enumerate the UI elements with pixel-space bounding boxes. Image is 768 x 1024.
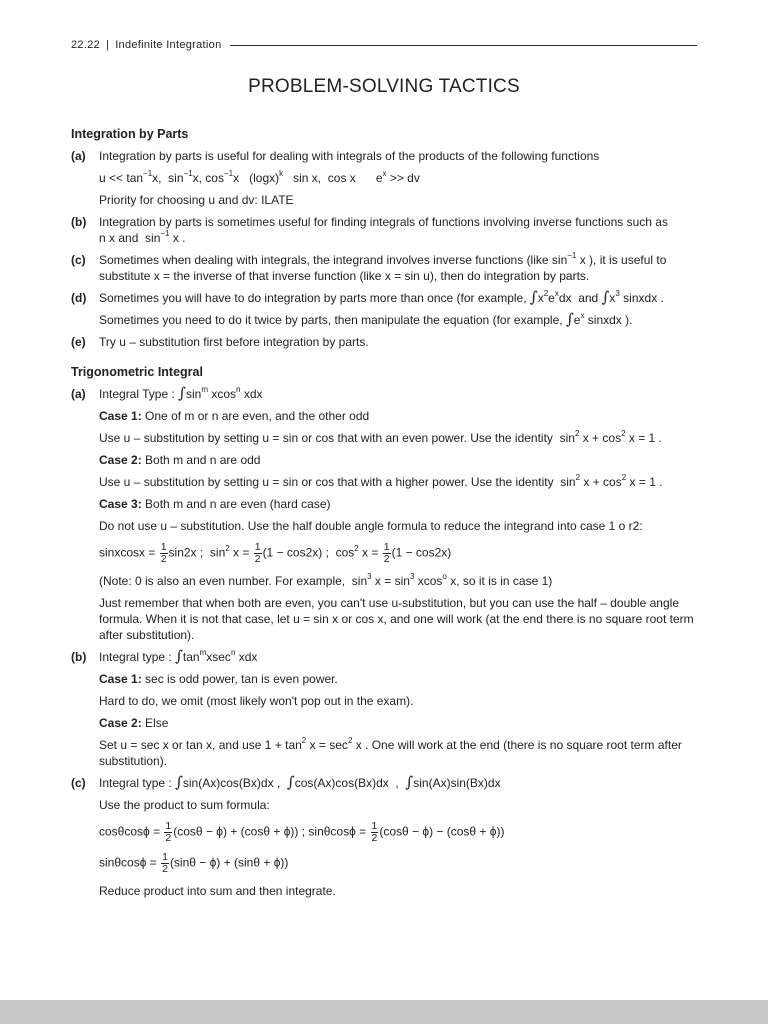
ilate-ordering: $u << \tan^{-1}x$, $\sin^{-1}x$, $\cos^{-1}x$ $(\log x)^k$ sin x, cos x $e^x$ >> dv: [99, 169, 420, 185]
priority-text: Priority for choosing u and dv: ILATE: [99, 193, 294, 207]
case-3: Case 3: Both m and n are even (hard case): [99, 497, 331, 511]
item-label: (e): [71, 335, 86, 349]
case-2-text: Set u = sec x or tan x, and use $1 + \tan^2 x = \sec^2 x$ . One will work at the end (there is no square root term after substitution).: [99, 736, 682, 768]
section-heading-trigonometric-integral: Trigonometric Integral: [71, 365, 203, 379]
running-header: [71, 37, 697, 53]
trig-item-b: [71, 649, 699, 769]
item-label: (d): [71, 291, 87, 305]
item-label: (c): [71, 253, 86, 267]
item-label: (b): [71, 650, 87, 664]
item-label: (b): [71, 215, 87, 229]
parts-item-e: [71, 334, 699, 350]
page-number: 22.22: [71, 39, 101, 51]
chapter-title: Indefinite Integration: [115, 39, 222, 51]
item-text: Integration by parts is useful for dealing with integrals of the products of the following functions: [99, 149, 600, 163]
integral-type: Integral Type : $\int\sin^m$ xcos$^n$ xdx: [99, 384, 263, 402]
case-2-text: Use u – substitution by setting u = sin or cos that with a higher power. Use the identity $\sin^2 x + \cos^2 x = 1$ .: [99, 473, 663, 489]
parts-item-c: [71, 252, 699, 284]
item-label: (a): [71, 387, 86, 401]
item-label: (c): [71, 776, 86, 790]
parts-item-a: [71, 148, 699, 208]
item-text: Integration by parts is sometimes useful for finding integrals of functions involving inverse functions such as n x and $\sin^{-1} x$ .: [99, 215, 668, 245]
case-1-text: Use u – substitution by setting u = sin or cos that with an even power. Use the identity $\sin^2 x + \cos^2 x = 1$ .: [99, 429, 662, 445]
item-text: Sometimes you will have to do integration by parts more than once (for example, $\int x^2e^xdx$ and $\int x^3$ sinxdx .: [99, 288, 664, 306]
trig-item-a: [71, 386, 699, 643]
remember-text: Just remember that when both are even, you can't use u-substitution, but you can use the half – double angle formula. When it is not that case, let u = sin x or cos x, and one will work (at the end there is no square root term after substitution).: [99, 596, 694, 642]
item-text-2: Sometimes you need to do it twice by parts, then manipulate the equation (for example, $\int e^x$ sinxdx ).: [99, 310, 633, 328]
use-text: Use the product to sum formula:: [99, 798, 270, 812]
hard-text: Hard to do, we omit (most likely won't pop out in the exam).: [99, 694, 414, 708]
reduce-text: Reduce product into sum and then integrate.: [99, 884, 336, 898]
item-text: Try u – substitution first before integration by parts.: [99, 335, 369, 349]
header-separator: |: [106, 39, 110, 51]
parts-item-b: [71, 214, 699, 246]
item-text: Sometimes when dealing with integrals, the integrand involves inverse functions (like $\sin^{-1} x$ ), it is useful to substitute x = the inverse of that inverse function (like x = sin u), then do integration by parts.: [99, 251, 667, 283]
item-label: (a): [71, 149, 86, 163]
case-3-text: Do not use u – substitution. Use the half double angle formula to reduce the integrand into case 1 o r2:: [99, 519, 643, 533]
page-title: PROBLEM-SOLVING TACTICS: [248, 76, 520, 97]
section-heading-integration-by-parts: Integration by Parts: [71, 127, 189, 141]
product-to-sum-2: sinθcosϕ = $\frac{1}{2}$ (sinθ − ϕ) + (sinθ + ϕ)): [99, 851, 289, 875]
half-angle-formulas: sinxcosx = $\frac{1}{2}$ sin2x ; $\sin^2 x$ = $\frac{1}{2}$ (1 − cos2x) ; $\cos^2 x$ = $\frac{1}{2}$ (1 − cos2x): [99, 541, 452, 565]
product-to-sum-1: cosθcosϕ = $\frac{1}{2}$ (cosθ − ϕ) + (cosθ + ϕ)) ; sinθcosϕ = $\frac{1}{2}$ (cosθ − ϕ) − (cosθ + ϕ)): [99, 820, 505, 844]
case-1: Case 1: One of m or n are even, and the other odd: [99, 409, 370, 423]
parts-item-d: [71, 290, 699, 328]
integral-type: Integral type : $\int\tan^mxsec^n$ xdx: [99, 647, 258, 665]
case-2: Case 2: Both m and n are odd: [99, 453, 261, 467]
header-rule: [230, 45, 698, 46]
integral-type: Integral type : ∫sin(Ax)cos(Bx)dx , ∫cos(Ax)cos(Bx)dx , ∫sin(Ax)sin(Bx)dx: [99, 773, 501, 791]
footer-bar: [0, 1000, 768, 1024]
trig-item-c: [71, 775, 699, 899]
case-2: Case 2: Else: [99, 716, 169, 730]
case-1: Case 1: sec is odd power, tan is even power.: [99, 672, 338, 686]
note-text: (Note: 0 is also an even number. For example, $\sin^3 x = \sin^3 xcos^o$ x, so it is in case 1): [99, 572, 553, 588]
page-content: [71, 126, 699, 905]
